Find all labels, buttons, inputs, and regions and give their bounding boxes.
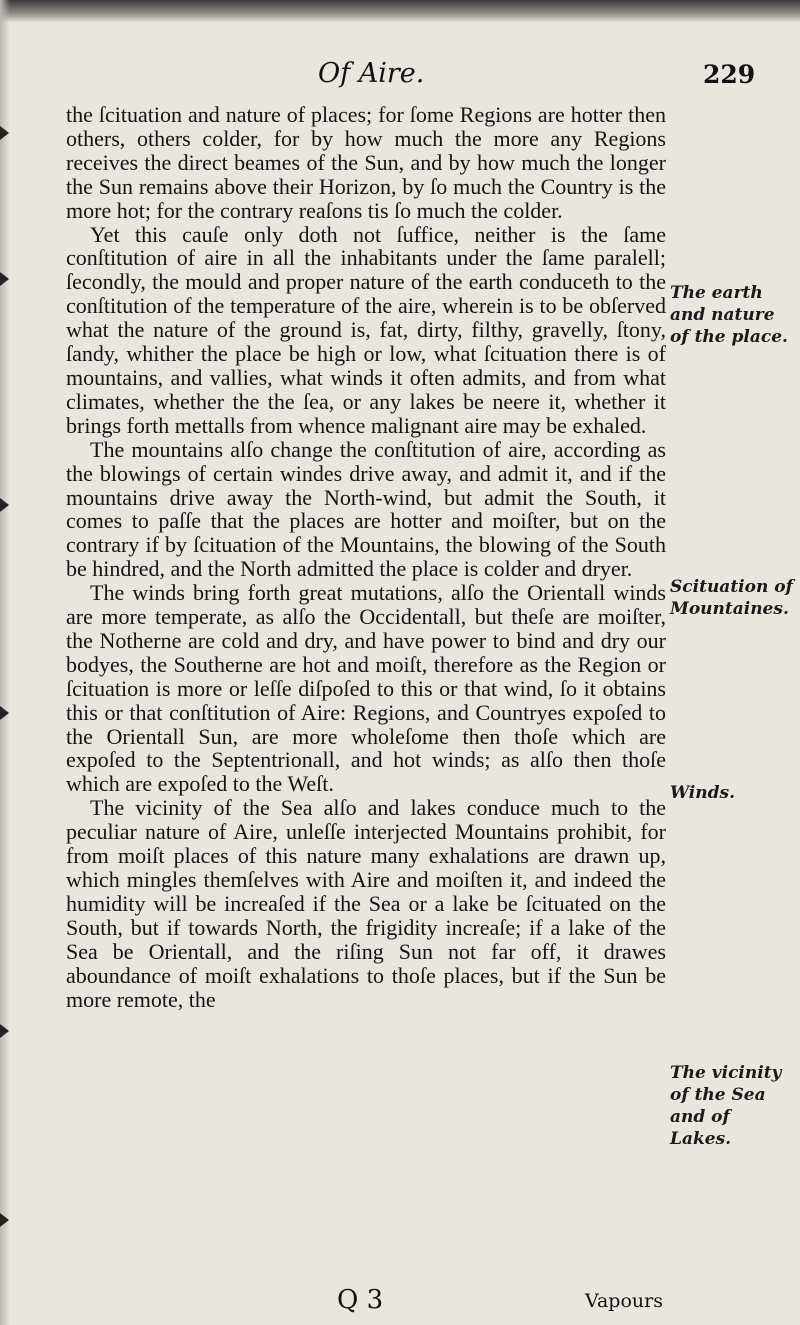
binding-tab-marker <box>0 126 9 140</box>
margin-note: Winds. <box>670 783 735 803</box>
paragraph: The mountains alſo change the conſtitution of aire, according as the blowings of certain windes drive away, and admit it, and if the mountains drive away the North-wind, but admit the South, it comes to paſſe that the places are hotter and moiſter, but on the contrary if by ſcituation of the Mountains, the blowing of the South be hindred, and the North admitted the place is colder and dryer. <box>66 436 666 582</box>
running-title: Of Aire. <box>318 58 425 89</box>
margin-note: The earth and nature of the place. <box>670 283 788 347</box>
body-text <box>66 103 666 1011</box>
binding-tab-marker <box>0 272 9 286</box>
margin-note: The vicinity of the Sea and of Lakes. <box>670 1063 782 1149</box>
binding-tab-marker <box>0 1024 9 1038</box>
paragraph: The winds bring forth great mutations, alſo the Orientall winds are more temperate, as alſo the Occidentall, but theſe are moiſter, the Notherne are cold and dry, and have power to bind and dry our bodyes, the Southerne are hot and moiſt, therefore as the Region or ſcituation is more or leſſe diſpoſed to this or that wind, ſo it obtains this or that conſtitution of Aire: Regions, and Countryes expoſed to the Orientall Sun, are more wholeſome then thoſe which are expoſed to the Septentrionall, and hot winds; as alſo then thoſe which are expoſed to the Weſt. <box>66 580 666 797</box>
running-head <box>0 58 800 98</box>
paragraph: Yet this cauſe only doth not ſuffice, neither is the ſame conſtitution of aire in all the inhabitants under the ſame paralell; ſecondly, the mould and proper nature of the earth conduceth to the conſtitution of the temperature of the aire, wherein is to be obſerved what the nature of the ground is, fat, dirty, filthy, gravelly, ſtony, ſandy, whither the place be high or low, what ſcituation there is of mountains, and vallies, what winds it often admits, and from what climates, whether the the ſea, or any lakes be neere it, whether it brings forth mettalls from whence malignant aire may be exhaled. <box>66 221 666 438</box>
paragraph: The vicinity of the Sea alſo and lakes conduce much to the peculiar nature of Aire, unleſſe interjected Mountains prohibit, for from moiſt places of this nature many exhalations are drawn up, which mingles themſelves with Aire and moiſten it, and indeed the humidity will be increaſed if the Sea or a lake be ſcituated on the South, but if towards North, the frigidity increaſe; if a lake of the Sea be Orientall, and the riſing Sun not far off, it drawes aboundance of moiſt exhalations to thoſe places, but if the Sun be more remote, the <box>66 795 666 1012</box>
paragraph: the ſcituation and nature of places; for ſome Regions are hotter then others, others colder, for by how much the more any Regions receives the direct beames of the Sun, and by how much the longer the Sun remains above their Horizon, by ſo much the Country is the more hot; for the contrary reaſons tis ſo much the colder. <box>66 102 666 223</box>
binding-tab-marker <box>0 498 9 512</box>
page-gutter-shadow <box>0 0 10 1325</box>
catchword: Vapours <box>585 1290 663 1312</box>
signature-mark: Q 3 <box>337 1285 384 1315</box>
binding-tab-marker <box>0 1213 9 1227</box>
page-top-shadow <box>0 0 800 22</box>
binding-tab-marker <box>0 706 9 720</box>
margin-note: Scituation of Mountaines. <box>670 577 793 619</box>
page-number: 229 <box>703 60 756 89</box>
